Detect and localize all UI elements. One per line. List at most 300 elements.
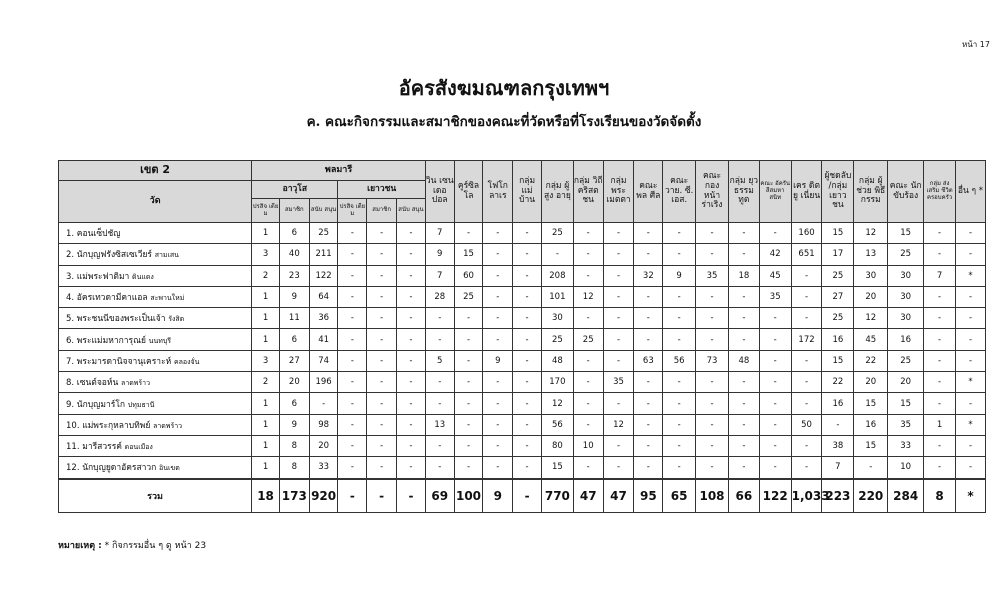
table-cell: - — [573, 265, 603, 286]
activity-header: คณะ นัก ขับร้อง — [888, 161, 924, 223]
parish-district: ดอนเมือง — [124, 443, 153, 452]
table-cell: 22 — [822, 372, 854, 393]
table-cell: 30 — [888, 286, 924, 307]
table-cell: - — [454, 329, 483, 350]
table-cell: - — [759, 372, 791, 393]
table-cell: 12 — [573, 286, 603, 307]
activity-header: วิน เซน เดอ ปอล — [425, 161, 454, 223]
total-cell: * — [956, 479, 986, 513]
table-cell: - — [513, 329, 542, 350]
table-cell: 18 — [728, 265, 759, 286]
table-cell: 98 — [309, 414, 338, 435]
table-cell: - — [603, 308, 634, 329]
table-cell: - — [483, 414, 513, 435]
table-cell: 16 — [854, 414, 888, 435]
table-cell: - — [367, 372, 397, 393]
table-cell: - — [513, 265, 542, 286]
table-cell: - — [696, 393, 729, 414]
table-cell: - — [759, 223, 791, 244]
table-cell: - — [513, 435, 542, 456]
total-cell: - — [367, 479, 397, 513]
table-cell: - — [454, 350, 483, 371]
sub-header: ปรสิจ เดียม — [338, 199, 367, 223]
table-cell: 170 — [541, 372, 573, 393]
table-cell: - — [483, 223, 513, 244]
table-cell: - — [573, 223, 603, 244]
table-cell: 122 — [309, 265, 338, 286]
parish-district: นนทบุรี — [148, 336, 172, 345]
table-cell: - — [924, 393, 956, 414]
table-cell: - — [728, 372, 759, 393]
table-cell: - — [956, 244, 986, 265]
table-cell: - — [728, 414, 759, 435]
table-cell: - — [956, 435, 986, 456]
total-cell: - — [513, 479, 542, 513]
total-cell: 65 — [663, 479, 696, 513]
parish-name — [59, 457, 252, 479]
table-cell: 7 — [822, 457, 854, 479]
table-row — [59, 457, 986, 479]
table-cell: - — [924, 372, 956, 393]
table-cell: 172 — [791, 329, 822, 350]
parish-district: สะพานใหม่ — [150, 294, 185, 303]
table-cell: - — [367, 457, 397, 479]
sub-header: สมาชิก — [279, 199, 309, 223]
table-cell: 15 — [888, 223, 924, 244]
table-cell: 56 — [663, 350, 696, 371]
table-cell: - — [603, 244, 634, 265]
activity-header: ผู้ชดลับ /กลุ่ม เยาว ชน — [822, 161, 854, 223]
table-cell: - — [956, 457, 986, 479]
table-cell: - — [454, 414, 483, 435]
parish-label: 11. มารีสวรรค์ — [66, 442, 122, 453]
total-cell: 122 — [759, 479, 791, 513]
table-cell: - — [634, 414, 663, 435]
table-cell: 60 — [454, 265, 483, 286]
table-cell: 20 — [854, 286, 888, 307]
parish-district: อินเขต — [159, 464, 180, 473]
table-row — [59, 350, 986, 371]
table-cell: - — [634, 244, 663, 265]
table-cell: - — [397, 435, 426, 456]
table-cell: - — [397, 350, 426, 371]
table-cell: - — [663, 435, 696, 456]
parish-label: 5. พระชนนีของพระเป็นเจ้า — [66, 314, 166, 325]
table-cell: - — [338, 223, 367, 244]
parish-label: 9. นักบุญมาร์โก — [66, 399, 126, 410]
table-cell: - — [663, 393, 696, 414]
table-cell: - — [338, 286, 367, 307]
table-cell: 1 — [924, 414, 956, 435]
table-cell: - — [663, 329, 696, 350]
table-cell: 35 — [603, 372, 634, 393]
table-cell: 7 — [924, 265, 956, 286]
table-cell: 6 — [279, 329, 309, 350]
table-row — [59, 244, 986, 265]
table-cell: 35 — [696, 265, 729, 286]
table-cell: 15 — [822, 223, 854, 244]
footnote — [58, 538, 206, 552]
table-cell: 10 — [573, 435, 603, 456]
table-cell: 211 — [309, 244, 338, 265]
parish-name — [59, 223, 252, 244]
table-cell: 56 — [541, 414, 573, 435]
activity-header: เคร ดิต ยู เนี่ยน — [791, 161, 822, 223]
table-cell: 651 — [791, 244, 822, 265]
parish-name — [59, 393, 252, 414]
table-cell: - — [728, 286, 759, 307]
table-cell: - — [663, 244, 696, 265]
table-cell: - — [728, 329, 759, 350]
table-cell: * — [956, 414, 986, 435]
table-cell: 17 — [822, 244, 854, 265]
table-row — [59, 414, 986, 435]
table-cell: - — [483, 435, 513, 456]
table-cell: 30 — [888, 265, 924, 286]
parish-label: 8. เซนต์จอห์น — [66, 378, 119, 389]
table-cell: 42 — [759, 244, 791, 265]
sub-header: สนับ สนุน — [397, 199, 426, 223]
table-cell: 3 — [252, 350, 280, 371]
parish-name — [59, 350, 252, 371]
table-cell: - — [924, 308, 956, 329]
table-cell: - — [759, 414, 791, 435]
table-cell: - — [425, 457, 454, 479]
activity-header: กลุ่ม ยุว ธรรม ทูต — [728, 161, 759, 223]
table-cell: - — [454, 435, 483, 456]
table-cell: - — [513, 244, 542, 265]
table-cell: 3 — [252, 244, 280, 265]
table-cell: - — [483, 457, 513, 479]
table-cell: 11 — [279, 308, 309, 329]
table-cell: * — [956, 372, 986, 393]
table-cell: 33 — [888, 435, 924, 456]
sub-header: สมาชิก — [367, 199, 397, 223]
table-cell: 12 — [603, 414, 634, 435]
table-cell: - — [759, 393, 791, 414]
table-cell: 25 — [822, 265, 854, 286]
table-cell: - — [634, 372, 663, 393]
table-cell: - — [367, 435, 397, 456]
table-cell: - — [791, 457, 822, 479]
parish-district: สามเสน — [154, 251, 179, 260]
table-cell: 6 — [279, 223, 309, 244]
table-cell: - — [696, 414, 729, 435]
table-cell: 9 — [663, 265, 696, 286]
table-cell: - — [791, 286, 822, 307]
table-cell: - — [696, 372, 729, 393]
table-cell: - — [397, 372, 426, 393]
table-cell: 73 — [696, 350, 729, 371]
table-cell: - — [513, 350, 542, 371]
activity-header: กลุ่ม ผู้ช่วย พิธี กรรม — [854, 161, 888, 223]
table-cell: - — [338, 244, 367, 265]
total-cell: 173 — [279, 479, 309, 513]
parish-district: ปทุมธานี — [127, 400, 155, 409]
table-cell: - — [367, 393, 397, 414]
table-cell: - — [367, 329, 397, 350]
table-cell: 9 — [483, 350, 513, 371]
table-cell: 1 — [252, 414, 280, 435]
table-cell: - — [759, 435, 791, 456]
table-cell: - — [924, 286, 956, 307]
section-subtitle: ค. คณะกิจกรรมและสมาชิกของคณะที่วัดหรือที่โรงเรียนของวัดจัดตั้ง — [306, 114, 702, 130]
table-cell: 15 — [454, 244, 483, 265]
footnote-text: * กิจกรรมอื่น ๆ ดู หน้า 23 — [104, 541, 207, 551]
table-cell: 38 — [822, 435, 854, 456]
activity-header: คณะ อัครัน สีสมหา สนิท — [759, 161, 791, 223]
table-cell: - — [513, 372, 542, 393]
table-cell: 45 — [759, 265, 791, 286]
table-cell: - — [603, 435, 634, 456]
activity-header: คณะ กอง หน้า ร่าเริง — [696, 161, 729, 223]
table-cell: - — [425, 435, 454, 456]
table-cell: - — [728, 393, 759, 414]
total-cell: 95 — [634, 479, 663, 513]
total-cell: 223 — [822, 479, 854, 513]
table-cell: - — [924, 223, 956, 244]
table-cell: 1 — [252, 329, 280, 350]
table-cell: - — [483, 329, 513, 350]
table-cell: - — [338, 308, 367, 329]
activity-header: โฟโก ลาเร — [483, 161, 513, 223]
table-cell: 7 — [425, 223, 454, 244]
table-cell: - — [513, 414, 542, 435]
total-cell: 69 — [425, 479, 454, 513]
table-cell: - — [454, 372, 483, 393]
table-cell: - — [663, 414, 696, 435]
table-row — [59, 308, 986, 329]
table-cell: - — [425, 393, 454, 414]
table-cell: 48 — [541, 350, 573, 371]
activity-header: กลุ่ม ผู้สูง อายุ — [541, 161, 573, 223]
parish-header: วัด — [59, 181, 252, 223]
table-cell: - — [791, 372, 822, 393]
table-cell: - — [338, 329, 367, 350]
table-cell: - — [367, 308, 397, 329]
table-cell: 25 — [888, 350, 924, 371]
table-cell: - — [397, 329, 426, 350]
table-cell: - — [338, 350, 367, 371]
table-cell: - — [338, 372, 367, 393]
table-cell: 15 — [854, 393, 888, 414]
table-cell: 1 — [252, 286, 280, 307]
table-cell: - — [513, 286, 542, 307]
parish-district: ลาดพร้าว — [153, 421, 183, 430]
activity-header: คณะ พล ศีล — [634, 161, 663, 223]
table-cell: - — [573, 350, 603, 371]
table-row — [59, 265, 986, 286]
total-cell: 18 — [252, 479, 280, 513]
table-cell: - — [728, 223, 759, 244]
table-cell: - — [513, 223, 542, 244]
table-row — [59, 223, 986, 244]
table-cell: - — [728, 457, 759, 479]
table-cell: 20 — [279, 372, 309, 393]
table-cell: 10 — [888, 457, 924, 479]
table-cell: - — [338, 393, 367, 414]
table-cell: 16 — [822, 393, 854, 414]
parish-district: ลาดพร้าว — [121, 379, 151, 388]
table-cell: 15 — [541, 457, 573, 479]
sub-header: ปรสิจ เดียม — [252, 199, 280, 223]
table-cell: - — [854, 457, 888, 479]
total-cell: 9 — [483, 479, 513, 513]
total-cell: 220 — [854, 479, 888, 513]
table-cell: - — [696, 308, 729, 329]
district-header: เขต 2 — [59, 161, 252, 181]
table-cell: - — [603, 223, 634, 244]
table-cell: 25 — [454, 286, 483, 307]
table-cell: - — [454, 457, 483, 479]
table-cell: - — [338, 265, 367, 286]
parish-label: 6. พระแม่มหาการุณย์ — [66, 335, 146, 346]
activity-header: กลุ่ม แม่ บ้าน — [513, 161, 542, 223]
table-cell: 2 — [252, 265, 280, 286]
table-cell: - — [483, 286, 513, 307]
table-cell: - — [924, 350, 956, 371]
table-cell: - — [367, 286, 397, 307]
parish-name — [59, 372, 252, 393]
total-row — [59, 479, 986, 513]
table-cell: - — [634, 435, 663, 456]
table-cell: - — [425, 372, 454, 393]
table-cell: - — [791, 350, 822, 371]
table-cell: - — [759, 457, 791, 479]
table-cell: - — [956, 223, 986, 244]
table-cell: 25 — [309, 223, 338, 244]
table-cell: 5 — [425, 350, 454, 371]
total-cell: 47 — [573, 479, 603, 513]
table-cell: 30 — [888, 308, 924, 329]
table-cell: - — [513, 393, 542, 414]
table-cell: 16 — [888, 329, 924, 350]
table-cell: - — [338, 414, 367, 435]
table-cell: 1 — [252, 308, 280, 329]
table-cell: - — [425, 308, 454, 329]
table-cell: 13 — [425, 414, 454, 435]
table-cell: - — [603, 286, 634, 307]
table-cell: 9 — [425, 244, 454, 265]
table-cell: 25 — [888, 244, 924, 265]
table-cell: - — [483, 372, 513, 393]
table-cell: - — [397, 265, 426, 286]
table-cell: - — [956, 393, 986, 414]
parish-label: 4. อัครเทวดามีคาแอล — [66, 293, 148, 304]
table-cell: - — [956, 329, 986, 350]
table-cell: - — [924, 329, 956, 350]
table-cell: - — [397, 223, 426, 244]
total-cell: 108 — [696, 479, 729, 513]
table-cell: - — [634, 223, 663, 244]
table-cell: - — [603, 393, 634, 414]
table-cell: 20 — [309, 435, 338, 456]
parish-label: 2. นักบุญฟรังซิสเซเวียร์ — [66, 250, 152, 261]
table-cell: - — [454, 223, 483, 244]
table-cell: 40 — [279, 244, 309, 265]
table-cell: - — [924, 435, 956, 456]
table-cell: 80 — [541, 435, 573, 456]
table-cell: - — [603, 457, 634, 479]
table-cell: - — [924, 457, 956, 479]
table-cell: 8 — [279, 435, 309, 456]
table-cell: - — [728, 308, 759, 329]
table-cell: - — [634, 286, 663, 307]
table-cell: 12 — [854, 308, 888, 329]
table-cell: - — [603, 329, 634, 350]
table-cell: 1 — [252, 393, 280, 414]
activity-table — [58, 160, 986, 513]
table-cell: - — [956, 308, 986, 329]
footnote-label: หมายเหตุ : — [58, 541, 102, 551]
table-cell: - — [791, 265, 822, 286]
table-cell: - — [956, 286, 986, 307]
table-cell: * — [956, 265, 986, 286]
total-cell: - — [338, 479, 367, 513]
table-cell: - — [791, 393, 822, 414]
table-cell: - — [728, 435, 759, 456]
table-cell: - — [663, 308, 696, 329]
table-cell: 35 — [888, 414, 924, 435]
table-cell: - — [513, 308, 542, 329]
table-cell: 25 — [541, 223, 573, 244]
table-cell: - — [425, 329, 454, 350]
activity-header: กลุ่ม วิถี คริสต ชน — [573, 161, 603, 223]
parish-label: 3. แม่พระฟาติมา — [66, 271, 130, 282]
table-cell: 23 — [279, 265, 309, 286]
total-cell: 284 — [888, 479, 924, 513]
parish-label: 7. พระมารดานิจจานุเคราะห์ — [66, 356, 172, 367]
table-cell: - — [573, 457, 603, 479]
table-cell: - — [573, 393, 603, 414]
table-cell: - — [397, 308, 426, 329]
table-cell: 33 — [309, 457, 338, 479]
table-cell: 32 — [634, 265, 663, 286]
table-cell: - — [454, 308, 483, 329]
table-cell: - — [483, 244, 513, 265]
table-cell: 25 — [573, 329, 603, 350]
table-cell: - — [791, 435, 822, 456]
table-cell: 15 — [854, 435, 888, 456]
parish-name — [59, 308, 252, 329]
table-cell: 7 — [425, 265, 454, 286]
table-cell: - — [759, 308, 791, 329]
table-cell: 22 — [854, 350, 888, 371]
table-row — [59, 393, 986, 414]
table-cell: - — [603, 350, 634, 371]
table-cell: 50 — [791, 414, 822, 435]
table-cell: 35 — [759, 286, 791, 307]
table-cell: 45 — [854, 329, 888, 350]
table-cell: 25 — [541, 329, 573, 350]
table-cell: 2 — [252, 372, 280, 393]
table-cell: 1 — [252, 223, 280, 244]
table-cell: 12 — [541, 393, 573, 414]
table-cell: - — [513, 457, 542, 479]
table-cell: - — [924, 244, 956, 265]
table-cell: 160 — [791, 223, 822, 244]
table-cell: - — [483, 265, 513, 286]
table-cell: - — [759, 329, 791, 350]
table-cell: 101 — [541, 286, 573, 307]
table-cell: - — [573, 244, 603, 265]
table-cell: - — [759, 350, 791, 371]
table-cell: - — [573, 372, 603, 393]
table-cell: - — [573, 308, 603, 329]
table-cell: - — [338, 435, 367, 456]
table-cell: 12 — [854, 223, 888, 244]
table-cell: 15 — [822, 350, 854, 371]
